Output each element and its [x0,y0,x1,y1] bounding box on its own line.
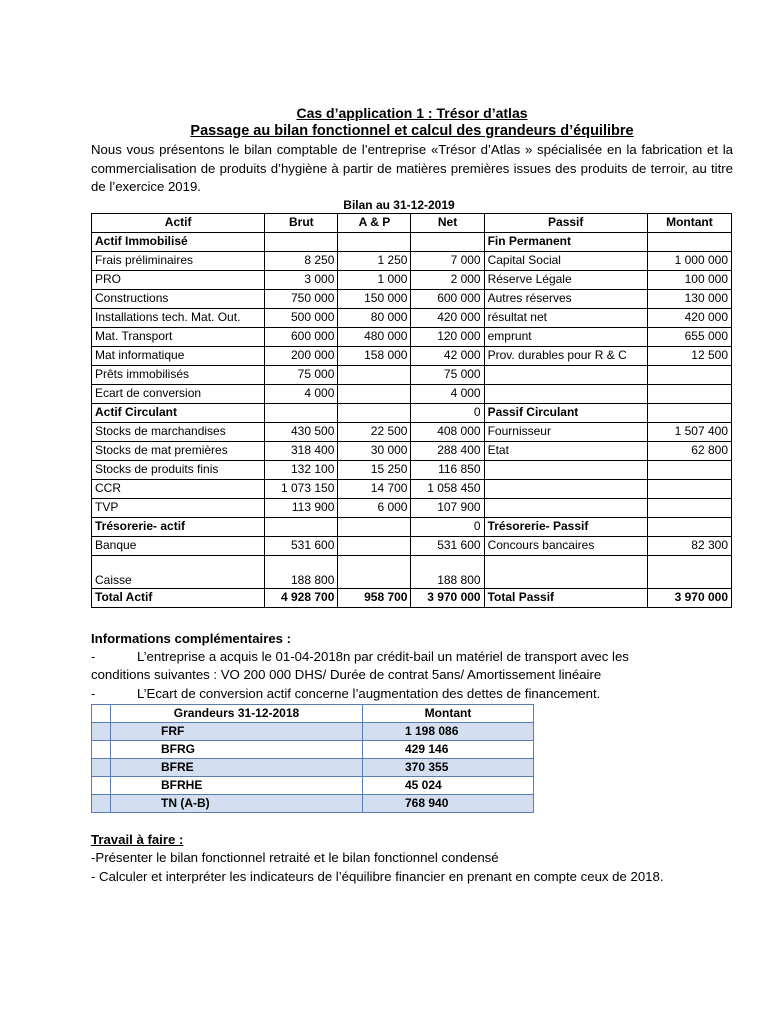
cell-brut: 1 073 150 [265,479,338,498]
cell-actif: Caisse [92,555,265,588]
grandeurs-label: FRF [111,723,363,741]
bilan-row [92,422,732,441]
info-item-1-continued: conditions suivantes : VO 200 000 DHS/ Durée de contrat 5ans/ Amortissement linéaire [91,667,602,682]
bilan-row [92,384,732,403]
cell-net: 107 900 [411,498,484,517]
grandeurs-amount: 370 355 [363,759,534,777]
header-brut: Brut [265,213,338,232]
bilan-row [92,270,732,289]
cell-actif: Stocks de marchandises [92,422,265,441]
grandeurs-amount: 45 024 [363,777,534,795]
cell-brut: 430 500 [265,422,338,441]
grandeurs-header-amount: Montant [363,705,534,723]
cell-brut: 531 600 [265,536,338,555]
cell-amort: 14 700 [338,479,411,498]
cell-brut: 8 250 [265,251,338,270]
intro-paragraph: Nous vous présentons le bilan comptable de l’entreprise «Trésor d’Atlas » spécialisée en la fabrication et la commercialisation de produits d’hygiène à partir de matières premières issues des produits de terroir, au titre de l’exercice 2019. [91,142,733,194]
cell-brut: 200 000 [265,346,338,365]
cell-actif: Stocks de mat premières [92,441,265,460]
cell-montant [647,403,731,422]
cell-amort [338,517,411,536]
grandeurs-blank-cell [92,777,111,795]
cell-montant: 130 000 [647,289,731,308]
cell-amort [338,555,411,588]
grandeurs-header-row [92,705,534,723]
cell-montant: 420 000 [647,308,731,327]
cell-net: 75 000 [411,365,484,384]
grandeurs-amount: 1 198 086 [363,723,534,741]
cell-montant [647,232,731,251]
grandeurs-row [92,723,534,741]
grandeurs-amount: 768 940 [363,795,534,813]
header-actif: Actif [92,213,265,232]
cell-montant: 655 000 [647,327,731,346]
bilan-row [92,460,732,479]
cell-actif: Mat informatique [92,346,265,365]
grandeurs-blank-cell [92,795,111,813]
cell-passif [484,555,647,588]
bilan-row [92,479,732,498]
grandeurs-label: BFRHE [111,777,363,795]
info-item-1 [91,648,733,667]
cell-montant: 82 300 [647,536,731,555]
cell-actif: PRO [92,270,265,289]
info-title: Informations complémentaires : [91,630,292,646]
cell-amort: 6 000 [338,498,411,517]
cell-net: 188 800 [411,555,484,588]
info-item-2 [91,685,733,704]
cell-passif [484,384,647,403]
cell-montant: 100 000 [647,270,731,289]
cell-actif: Frais préliminaires [92,251,265,270]
cell-actif: Trésorerie- actif [92,517,265,536]
bilan-row [92,517,732,536]
cell-actif: CCR [92,479,265,498]
cell-actif: Installations tech. Mat. Out. [92,308,265,327]
cell-montant: 62 800 [647,441,731,460]
header-montant: Montant [647,213,731,232]
cell-montant [647,460,731,479]
cell-passif [484,365,647,384]
bilan-row [92,555,732,588]
cell-montant: 1 507 400 [647,422,731,441]
cell-net: 2 000 [411,270,484,289]
document-subtitle: Passage au bilan fonctionnel et calcul des grandeurs d’équilibre [190,123,634,139]
bilan-row [92,441,732,460]
bilan-header-row [92,213,732,232]
cell-net: 0 [411,517,484,536]
cell-amort: 80 000 [338,308,411,327]
cell-amort [338,365,411,384]
cell-brut: 3 000 [265,270,338,289]
cell-passif: emprunt [484,327,647,346]
cell-passif: Prov. durables pour R & C [484,346,647,365]
cell-montant: 1 000 000 [647,251,731,270]
bilan-row [92,327,732,346]
cell-amort [338,384,411,403]
bilan-row [92,403,732,422]
cell-actif: Banque [92,536,265,555]
info-item-1-text: L’entreprise a acquis le 01-04-2018n par crédit-bail un matériel de transport avec les [137,648,629,664]
cell-passif: Réserve Légale [484,270,647,289]
cell-montant [647,365,731,384]
cell-net: 420 000 [411,308,484,327]
cell-actif: Constructions [92,289,265,308]
bilan-table [91,213,732,608]
cell-net: 408 000 [411,422,484,441]
cell-brut: 4 928 700 [265,588,338,607]
grandeurs-row [92,741,534,759]
cell-passif: Fin Permanent [484,232,647,251]
grandeurs-blank-cell [92,741,111,759]
cell-passif: Etat [484,441,647,460]
cell-net [411,232,484,251]
grandeurs-blank-cell [92,759,111,777]
travail-line-2: - Calculer et interpréter les indicateurs de l’équilibre financier en prenant en compte ceux de 2018. [91,868,664,884]
bilan-row [92,498,732,517]
cell-amort: 15 250 [338,460,411,479]
cell-passif: Passif Circulant [484,403,647,422]
header-amort-prov: A & P [338,213,411,232]
cell-amort [338,403,411,422]
cell-amort: 1 250 [338,251,411,270]
cell-passif: Trésorerie- Passif [484,517,647,536]
cell-brut: 75 000 [265,365,338,384]
cell-brut: 600 000 [265,327,338,346]
cell-montant [647,384,731,403]
cell-amort: 1 000 [338,270,411,289]
grandeurs-row [92,759,534,777]
cell-brut: 188 800 [265,555,338,588]
grandeurs-label: TN (A-B) [111,795,363,813]
cell-net: 42 000 [411,346,484,365]
bilan-row [92,365,732,384]
cell-brut [265,403,338,422]
cell-brut: 750 000 [265,289,338,308]
bilan-row [92,536,732,555]
info-item-2-text: L’Ecart de conversion actif concerne l’augmentation des dettes de financement. [137,685,601,701]
cell-net: 120 000 [411,327,484,346]
header-net: Net [411,213,484,232]
grandeurs-blank-cell [92,723,111,741]
cell-passif: Fournisseur [484,422,647,441]
cell-amort: 958 700 [338,588,411,607]
cell-montant [647,498,731,517]
cell-brut [265,517,338,536]
cell-amort: 150 000 [338,289,411,308]
cell-passif: Total Passif [484,588,647,607]
cell-amort: 22 500 [338,422,411,441]
grandeurs-amount: 429 146 [363,741,534,759]
cell-montant: 12 500 [647,346,731,365]
cell-passif [484,460,647,479]
cell-brut: 318 400 [265,441,338,460]
bilan-row [92,588,732,607]
cell-amort [338,536,411,555]
cell-brut: 500 000 [265,308,338,327]
header-passif: Passif [484,213,647,232]
cell-montant: 3 970 000 [647,588,731,607]
grandeurs-label: BFRE [111,759,363,777]
cell-actif: Total Actif [92,588,265,607]
document-title: Cas d’application 1 : Trésor d’atlas [296,105,528,121]
grandeurs-row [92,777,534,795]
cell-actif: Ecart de conversion [92,384,265,403]
travail-title: Travail à faire : [91,832,184,847]
cell-net: 531 600 [411,536,484,555]
cell-montant [647,555,731,588]
bilan-row [92,232,732,251]
cell-net: 116 850 [411,460,484,479]
grandeurs-table [91,704,534,813]
travail-line-1: -Présenter le bilan fonctionnel retraité et le bilan fonctionnel condensé [91,850,499,865]
cell-amort: 480 000 [338,327,411,346]
cell-passif [484,479,647,498]
bilan-row [92,346,732,365]
cell-net: 1 058 450 [411,479,484,498]
document-page [91,104,733,886]
cell-net: 288 400 [411,441,484,460]
cell-brut [265,232,338,251]
cell-brut: 113 900 [265,498,338,517]
cell-amort: 158 000 [338,346,411,365]
cell-actif: Actif Immobilisé [92,232,265,251]
cell-actif: Actif Circulant [92,403,265,422]
cell-net: 3 970 000 [411,588,484,607]
cell-net: 4 000 [411,384,484,403]
cell-actif: TVP [92,498,265,517]
grandeurs-label: BFRG [111,741,363,759]
cell-net: 600 000 [411,289,484,308]
cell-passif: résultat net [484,308,647,327]
cell-actif: Stocks de produits finis [92,460,265,479]
bilan-title: Bilan au 31-12-2019 [343,197,455,212]
cell-actif: Prêts immobilisés [92,365,265,384]
grandeurs-header-label: Grandeurs 31-12-2018 [111,705,363,723]
cell-brut: 132 100 [265,460,338,479]
cell-passif: Concours bancaires [484,536,647,555]
cell-net: 0 [411,403,484,422]
bilan-row [92,251,732,270]
cell-passif [484,498,647,517]
dash-bullet: - [91,685,96,701]
cell-passif: Capital Social [484,251,647,270]
cell-montant [647,517,731,536]
cell-passif: Autres réserves [484,289,647,308]
grandeurs-header-blank [92,705,111,723]
cell-montant [647,479,731,498]
dash-bullet: - [91,648,96,664]
cell-net: 7 000 [411,251,484,270]
bilan-row [92,289,732,308]
bilan-row [92,308,732,327]
cell-brut: 4 000 [265,384,338,403]
grandeurs-row [92,795,534,813]
cell-amort [338,232,411,251]
cell-actif: Mat. Transport [92,327,265,346]
cell-amort: 30 000 [338,441,411,460]
